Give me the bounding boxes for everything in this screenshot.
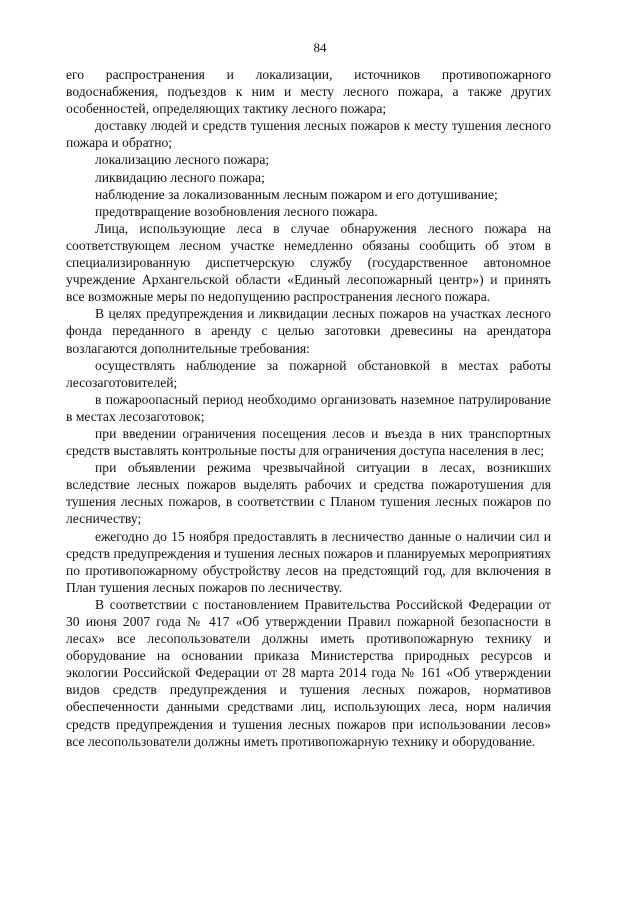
paragraph: В соответствии с постановлением Правительства Российской Федерации от 30 июня 2007 года № 417 «Об утверждении Правил пожарной безопасности в лесах» все лесопользователи должны иметь противопожарную технику и оборудование на основании приказа Министерства природных ресурсов и экологии Российской Федерации от 28 марта 2014 года № 161 «Об утверждении видов средств предупреждения и тушения лесных пожаров, нормативов обеспеченности данными средствами лиц, использующих леса, норм наличия средств предупреждения и тушения лесных пожаров при использовании лесов» все лесопользователи должны иметь противопожарную технику и оборудование. xyxy=(66,596,551,749)
paragraph: при введении ограничения посещения лесов и въезда в них транспортных средств выставлять контрольные посты для ограничения доступа населения в лес; xyxy=(66,425,551,459)
paragraph: Лица, использующие леса в случае обнаружения лесного пожара на соответствующем лесном участке немедленно обязаны сообщить об этом в специализированную диспетчерскую службу (государственное автономное учреждение Архангельской области «Единый лесопожарный центр») и принять все возможные меры по недопущению распространения лесного пожара. xyxy=(66,220,551,305)
paragraph: в пожароопасный период необходимо организовать наземное патрулирование в местах лесозаготовок; xyxy=(66,391,551,424)
paragraph: предотвращение возобновления лесного пожара. xyxy=(95,203,378,219)
paragraph: ежегодно до 15 ноября предоставлять в лесничество данные о наличии сил и средств предупреждения и тушения лесных пожаров и планируемых мероприятиях по противопожарному обустройству лесов на предстоящий год, для включения в План тушения лесных пожаров по лесничеству. xyxy=(66,528,551,595)
paragraph: при объявлении режима чрезвычайной ситуации в лесах, возникших вследствие лесных пожаров выделять рабочих и средства пожаротушения для тушения лесных пожаров, в соответствии с Планом тушения лесных пожаров по лесничеству; xyxy=(66,460,551,527)
body-text xyxy=(66,66,551,750)
paragraph: наблюдение за локализованным лесным пожаром и его дотушивание; xyxy=(95,186,498,202)
paragraph: доставку людей и средств тушения лесных пожаров к месту тушения лесного пожара и обратно; xyxy=(66,118,551,151)
paragraph: его распространения и локализации, источников противопожарного водоснабжения, подъездов к ним и месту лесного пожара, а также других особенностей, определяющих тактику лесного пожара; xyxy=(66,67,551,117)
page-number: 84 xyxy=(313,40,327,55)
paragraph: ликвидацию лесного пожара; xyxy=(95,169,265,185)
paragraph: В целях предупреждения и ликвидации лесных пожаров на участках лесного фонда переданного в аренду с целью заготовки древесины на арендатора возлагаются дополнительные требования: xyxy=(66,306,551,356)
paragraph: осуществлять наблюдение за пожарной обстановкой в местах работы лесозаготовителей; xyxy=(66,357,551,390)
paragraph: локализацию лесного пожара; xyxy=(95,152,270,168)
